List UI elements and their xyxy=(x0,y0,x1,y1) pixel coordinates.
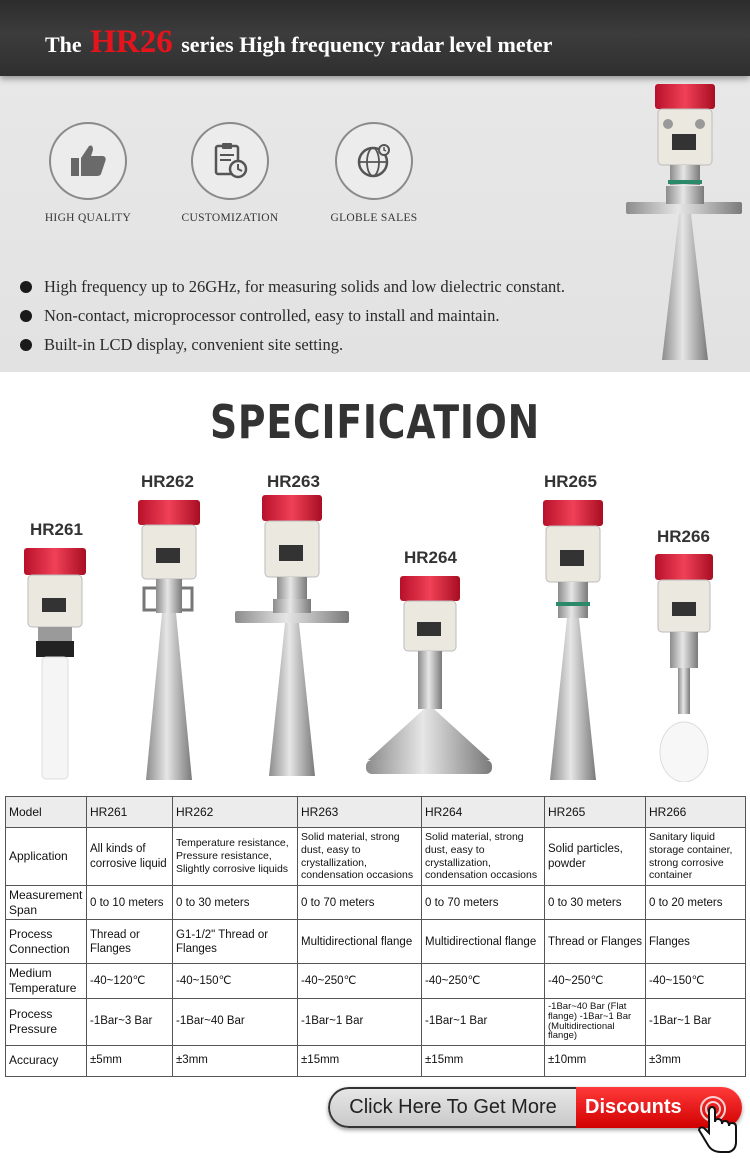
row-label: Measurement Span xyxy=(6,886,87,920)
title-prefix: The xyxy=(45,32,82,57)
row-label: Process Pressure xyxy=(6,998,87,1045)
row-label: Accuracy xyxy=(6,1045,87,1076)
table-cell: -40~120℃ xyxy=(87,964,173,998)
bullet-dot-icon xyxy=(20,281,32,293)
feature-bullets xyxy=(20,272,565,359)
bullet-text: Built-in LCD display, convenient site setting. xyxy=(44,334,344,354)
table-header-cell: HR265 xyxy=(545,797,646,828)
cta-right-label: Discounts xyxy=(576,1087,742,1128)
hr263-product-image xyxy=(233,493,351,778)
hr266-product-image xyxy=(650,552,720,782)
table-cell: -1Bar~1 Bar xyxy=(646,998,746,1045)
table-cell: ±5mm xyxy=(87,1045,173,1076)
table-cell: -1Bar~3 Bar xyxy=(87,998,173,1045)
table-row xyxy=(6,886,746,920)
table-cell: 0 to 70 meters xyxy=(298,886,422,920)
bullet-item xyxy=(20,330,565,359)
table-cell: Sanitary liquid storage container, strong corrosive container xyxy=(646,828,746,886)
table-cell: -40~250℃ xyxy=(298,964,422,998)
feature-label: CUSTOMIZATION xyxy=(181,212,279,224)
feature-label: GLOBLE SALES xyxy=(330,212,418,224)
hr265-product-image xyxy=(538,498,608,782)
feature-label: HIGH QUALITY xyxy=(44,212,132,224)
table-cell: 0 to 20 meters xyxy=(646,886,746,920)
feature-globle-sales xyxy=(299,122,449,224)
globe-icon xyxy=(335,122,413,200)
feature-high-quality xyxy=(13,122,163,224)
table-cell: 0 to 70 meters xyxy=(422,886,545,920)
table-cell: Multidirectional flange xyxy=(422,920,545,964)
table-cell: Temperature resistance, Pressure resistance, Slightly corrosive liquids xyxy=(173,828,298,886)
table-header-cell: HR263 xyxy=(298,797,422,828)
table-header-row xyxy=(6,797,746,828)
model-label-hr261: HR261 xyxy=(30,520,83,539)
table-cell: ±15mm xyxy=(422,1045,545,1076)
table-row xyxy=(6,920,746,964)
hero-banner xyxy=(0,0,750,372)
clipboard-clock-icon xyxy=(191,122,269,200)
table-row xyxy=(6,1045,746,1076)
discounts-cta-button[interactable] xyxy=(328,1087,742,1128)
radar-meter-hero-image xyxy=(622,80,746,366)
title-bar xyxy=(0,0,750,76)
table-cell: ±3mm xyxy=(173,1045,298,1076)
table-header-cell: HR262 xyxy=(173,797,298,828)
table-cell: Flanges xyxy=(646,920,746,964)
bullet-item xyxy=(20,272,565,301)
pointer-hand-icon xyxy=(695,1095,741,1155)
table-cell: -1Bar~40 Bar (Flat flange) -1Bar~1 Bar (Multidirectional flange) xyxy=(545,998,646,1045)
table-cell: Thread or Flanges xyxy=(87,920,173,964)
table-cell: Solid particles, powder xyxy=(545,828,646,886)
table-cell: 0 to 30 meters xyxy=(545,886,646,920)
table-cell: ±15mm xyxy=(298,1045,422,1076)
table-cell: -40~150℃ xyxy=(646,964,746,998)
hr261-product-image xyxy=(20,546,90,782)
table-header-cell: HR264 xyxy=(422,797,545,828)
bullet-dot-icon xyxy=(20,310,32,322)
table-header-cell: HR266 xyxy=(646,797,746,828)
table-cell: -40~250℃ xyxy=(422,964,545,998)
table-cell: -40~150℃ xyxy=(173,964,298,998)
bullet-dot-icon xyxy=(20,339,32,351)
row-label: Medium Temperature xyxy=(6,964,87,998)
cta-left-label: Click Here To Get More xyxy=(328,1087,576,1128)
table-row xyxy=(6,998,746,1045)
table-cell: Thread or Flanges xyxy=(545,920,646,964)
row-label: Application xyxy=(6,828,87,886)
table-cell: Multidirectional flange xyxy=(298,920,422,964)
title-suffix: series High frequency radar level meter xyxy=(181,32,553,57)
specification-heading: SPECIFICATION xyxy=(209,395,541,449)
specification-table xyxy=(5,796,746,1077)
model-label-hr265: HR265 xyxy=(544,472,597,491)
table-cell: -1Bar~1 Bar xyxy=(298,998,422,1045)
table-cell: Solid material, strong dust, easy to crystallization, condensation occasions xyxy=(298,828,422,886)
page-title xyxy=(45,24,552,61)
table-cell: Solid material, strong dust, easy to crystallization, condensation occasions xyxy=(422,828,545,886)
table-cell: -1Bar~40 Bar xyxy=(173,998,298,1045)
table-cell: G1-1/2" Thread or Flanges xyxy=(173,920,298,964)
title-highlight: HR26 xyxy=(90,24,173,60)
thumbs-up-icon xyxy=(49,122,127,200)
table-row xyxy=(6,828,746,886)
table-row xyxy=(6,964,746,998)
table-cell: 0 to 10 meters xyxy=(87,886,173,920)
table-cell: 0 to 30 meters xyxy=(173,886,298,920)
table-header-cell: Model xyxy=(6,797,87,828)
model-label-hr262: HR262 xyxy=(141,472,194,491)
bullet-text: High frequency up to 26GHz, for measuring solids and low dielectric constant. xyxy=(44,276,565,296)
table-cell: All kinds of corrosive liquid xyxy=(87,828,173,886)
table-cell: ±3mm xyxy=(646,1045,746,1076)
bullet-item xyxy=(20,301,565,330)
model-label-hr264: HR264 xyxy=(404,548,457,567)
table-cell: -1Bar~1 Bar xyxy=(422,998,545,1045)
hr262-product-image xyxy=(134,498,204,782)
table-cell: -40~250℃ xyxy=(545,964,646,998)
model-label-hr266: HR266 xyxy=(657,527,710,546)
model-label-hr263: HR263 xyxy=(267,472,320,491)
table-header-cell: HR261 xyxy=(87,797,173,828)
feature-customization xyxy=(155,122,305,224)
hr264-product-image xyxy=(362,574,496,780)
bullet-text: Non-contact, microprocessor controlled, easy to install and maintain. xyxy=(44,305,500,325)
row-label: Process Connection xyxy=(6,920,87,964)
table-cell: ±10mm xyxy=(545,1045,646,1076)
